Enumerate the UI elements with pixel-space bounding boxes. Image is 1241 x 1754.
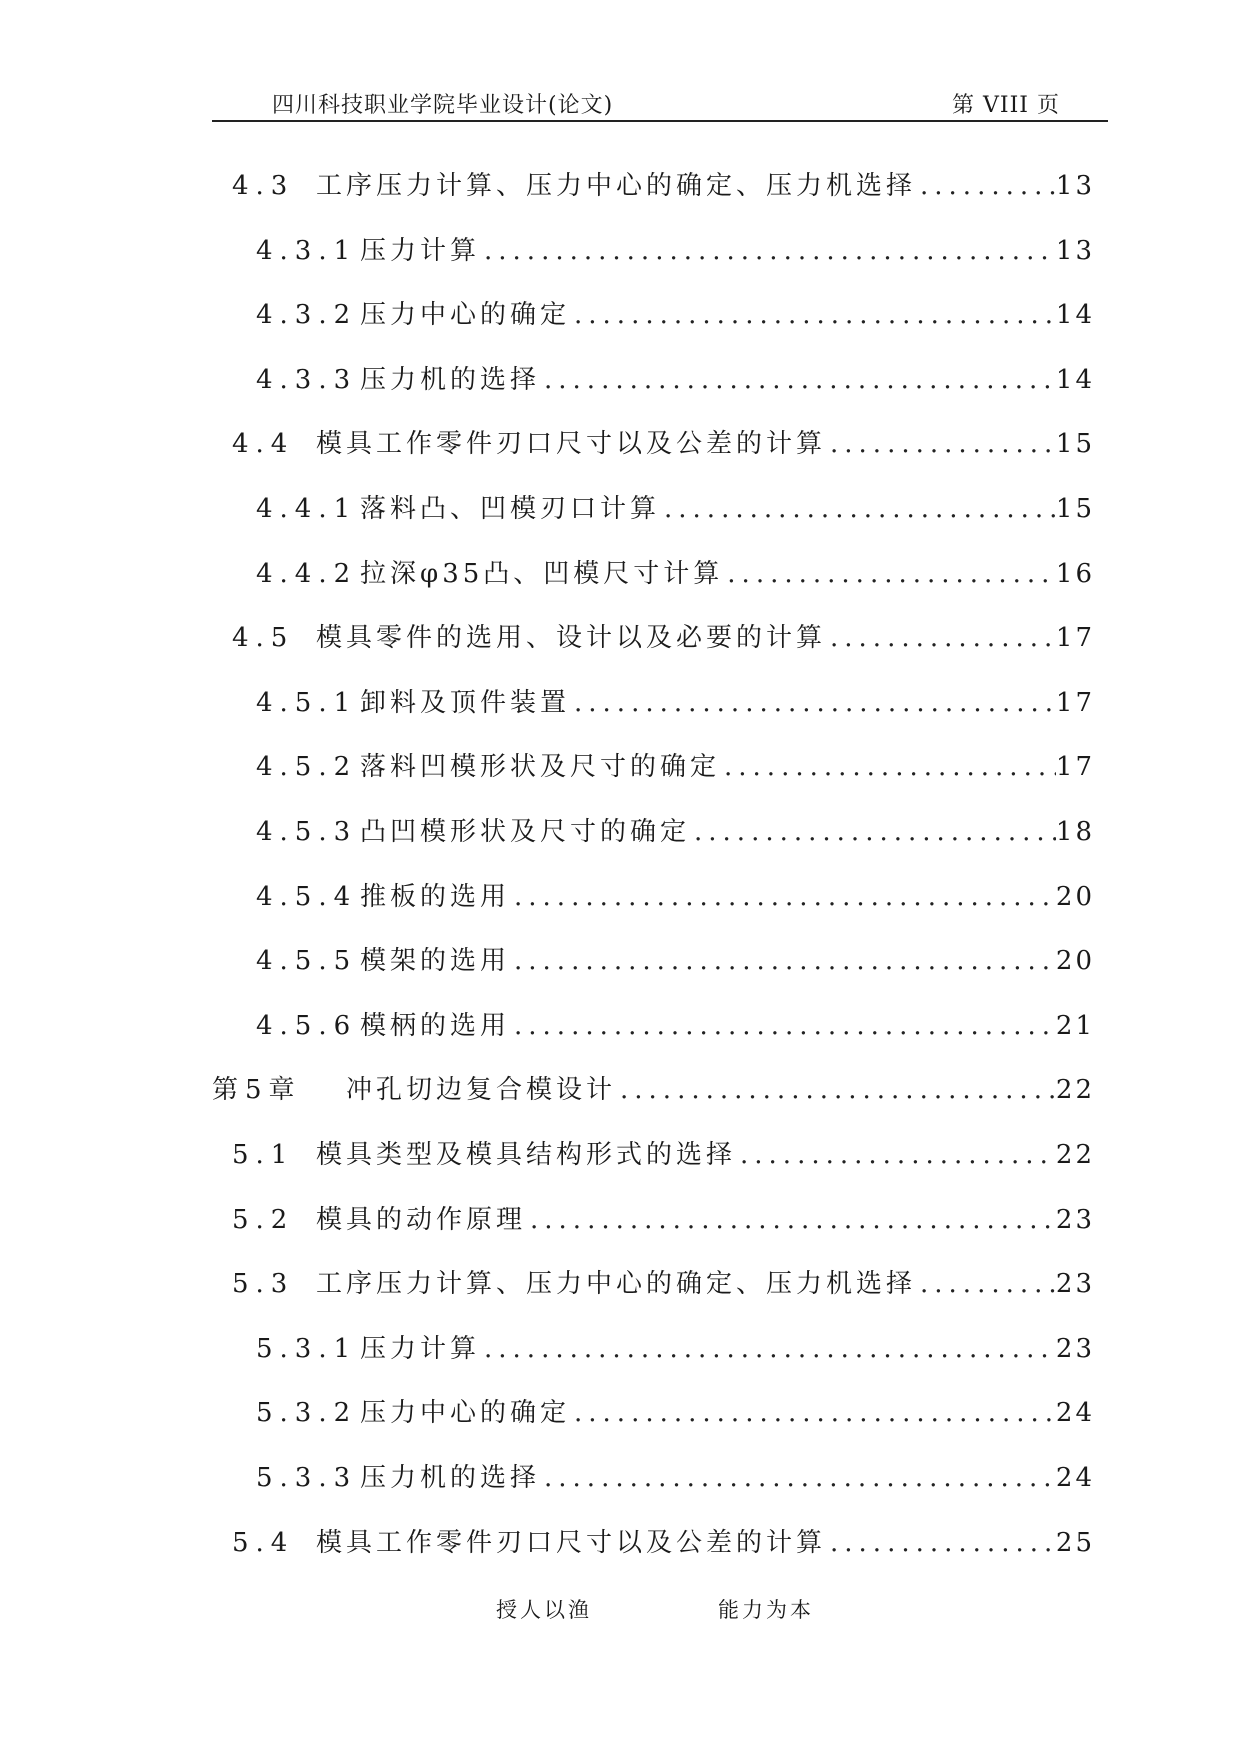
toc-dot-leader [540,1458,1056,1498]
toc-entry-page: 13 [1055,171,1095,201]
toc-entry-page: 21 [1055,1011,1095,1041]
toc-entry-page: 24 [1055,1463,1095,1493]
toc-dot-leader [570,295,1056,335]
toc-entry [256,554,1095,594]
toc-entry [256,941,1095,981]
toc-entry-number: 5.3.3 [256,1463,358,1493]
toc-entry-page: 24 [1055,1398,1095,1428]
toc-entry [232,166,1095,206]
toc-entry-number: 4.5.2 [256,752,358,782]
footer-motto-left: 授人以渔 [496,1598,592,1622]
toc-entry [256,295,1095,335]
toc-dot-leader [526,1200,1056,1240]
toc-entry-number: 第5章 [212,1075,302,1105]
toc-entry-title: 冲孔切边复合模设计 [346,1075,617,1105]
toc-dot-leader [480,1329,1056,1369]
toc-entry-page: 20 [1055,946,1095,976]
toc-dot-leader [510,1006,1056,1046]
toc-entry-title: 模具工作零件刃口尺寸以及公差的计算 [316,429,827,459]
toc-entry-title: 工序压力计算、压力中心的确定、压力机选择 [316,171,917,201]
toc-dot-leader [720,747,1056,787]
toc-entry-number: 5.4 [232,1528,295,1558]
toc-entry-page: 17 [1055,623,1095,653]
toc-entry-number: 4.3.1 [256,236,358,266]
toc-entry [256,1458,1095,1498]
toc-dot-leader [510,941,1056,981]
toc-entry [256,812,1095,852]
toc-entry-title: 凸凹模形状及尺寸的确定 [360,817,691,847]
toc-entry-page: 15 [1055,494,1095,524]
toc-entry-title: 模具类型及模具结构形式的选择 [316,1140,737,1170]
toc-dot-leader [826,618,1056,658]
toc-entry-number: 4.5.3 [256,817,358,847]
toc-dot-leader [736,1135,1056,1175]
toc-entry-number: 4.3.3 [256,365,358,395]
toc-entry [256,231,1095,271]
toc-entry-number: 4.5.6 [256,1011,358,1041]
toc-entry [232,1135,1095,1175]
toc-entry-number: 5.1 [232,1140,295,1170]
toc-entry-page: 17 [1055,752,1095,782]
toc-entry-page: 23 [1055,1205,1095,1235]
toc-entry [232,424,1095,464]
toc-entry-page: 22 [1055,1140,1095,1170]
toc-entry-title: 卸料及顶件装置 [360,688,571,718]
toc-entry-title: 模具的动作原理 [316,1205,527,1235]
toc-entry [256,1006,1095,1046]
toc-entry-page: 14 [1055,300,1095,330]
toc-dot-leader [540,360,1056,400]
toc-entry-page: 22 [1055,1075,1095,1105]
document-title: 四川科技职业学院毕业设计(论文) [272,93,614,118]
toc-entry-page: 16 [1055,559,1095,589]
toc-entry-title: 压力计算 [360,236,481,266]
toc-entry-title: 工序压力计算、压力中心的确定、压力机选择 [316,1269,917,1299]
toc-entry-title: 推板的选用 [360,882,511,912]
toc-entry-title: 压力机的选择 [360,365,541,395]
toc-dot-leader [916,166,1056,206]
toc-entry-page: 13 [1055,236,1095,266]
toc-entry-page: 23 [1055,1269,1095,1299]
toc-entry [256,489,1095,529]
footer-motto-right: 能力为本 [718,1598,814,1622]
toc-entry [232,1523,1095,1563]
toc-entry-page: 25 [1055,1528,1095,1558]
toc-entry-number: 4.4.1 [256,494,358,524]
toc-entry-number: 4.5.4 [256,882,358,912]
toc-dot-leader [690,812,1056,852]
toc-entry-page: 17 [1055,688,1095,718]
toc-entry [256,1329,1095,1369]
toc-entry-page: 23 [1055,1334,1095,1364]
toc-entry-title: 压力机的选择 [360,1463,541,1493]
toc-entry [256,683,1095,723]
toc-entry-title: 落料凸、凹模刃口计算 [360,494,661,524]
toc-dot-leader [480,231,1056,271]
toc-entry-number: 4.5.1 [256,688,358,718]
toc-entry-title: 模架的选用 [360,946,511,976]
toc-entry [256,877,1095,917]
toc-dot-leader [826,424,1056,464]
toc-entry-title: 压力中心的确定 [360,300,571,330]
toc-entry-title: 压力计算 [360,1334,481,1364]
toc-dot-leader [916,1264,1056,1304]
toc-entry-number: 4.3.2 [256,300,358,330]
toc-dot-leader [616,1070,1056,1110]
toc-entry-page: 20 [1055,882,1095,912]
toc-entry-title: 模具工作零件刃口尺寸以及公差的计算 [316,1528,827,1558]
toc-entry-number: 4.5 [232,623,295,653]
toc-entry-title: 压力中心的确定 [360,1398,571,1428]
toc-dot-leader [660,489,1056,529]
toc-entry [256,747,1095,787]
toc-entry [212,1070,1095,1110]
toc-dot-leader [826,1523,1056,1563]
toc-dot-leader [723,554,1056,594]
toc-entry-number: 4.3 [232,171,295,201]
toc-entry [256,360,1095,400]
toc-entry-number: 5.3.2 [256,1398,358,1428]
toc-entry-title: 模具零件的选用、设计以及必要的计算 [316,623,827,653]
toc-entry-page: 18 [1055,817,1095,847]
toc-entry-title: 落料凹模形状及尺寸的确定 [360,752,721,782]
toc-entry [256,1393,1095,1433]
page-number: 第 VIII 页 [952,93,1060,118]
toc-entry [232,618,1095,658]
toc-entry-number: 4.4.2 [256,559,358,589]
toc-entry-number: 5.2 [232,1205,295,1235]
toc-dot-leader [570,1393,1056,1433]
toc-entry-number: 4.4 [232,429,295,459]
toc-entry-number: 4.5.5 [256,946,358,976]
toc-entry [232,1200,1095,1240]
toc-dot-leader [510,877,1056,917]
toc-dot-leader [570,683,1056,723]
toc-entry-number: 5.3 [232,1269,295,1299]
toc-entry-page: 14 [1055,365,1095,395]
toc-entry-title: 模柄的选用 [360,1011,511,1041]
toc-entry-number: 5.3.1 [256,1334,358,1364]
toc-entry [232,1264,1095,1304]
toc-entry-title: 拉深φ35凸、凹模尺寸计算 [360,559,724,589]
toc-entry-page: 15 [1055,429,1095,459]
